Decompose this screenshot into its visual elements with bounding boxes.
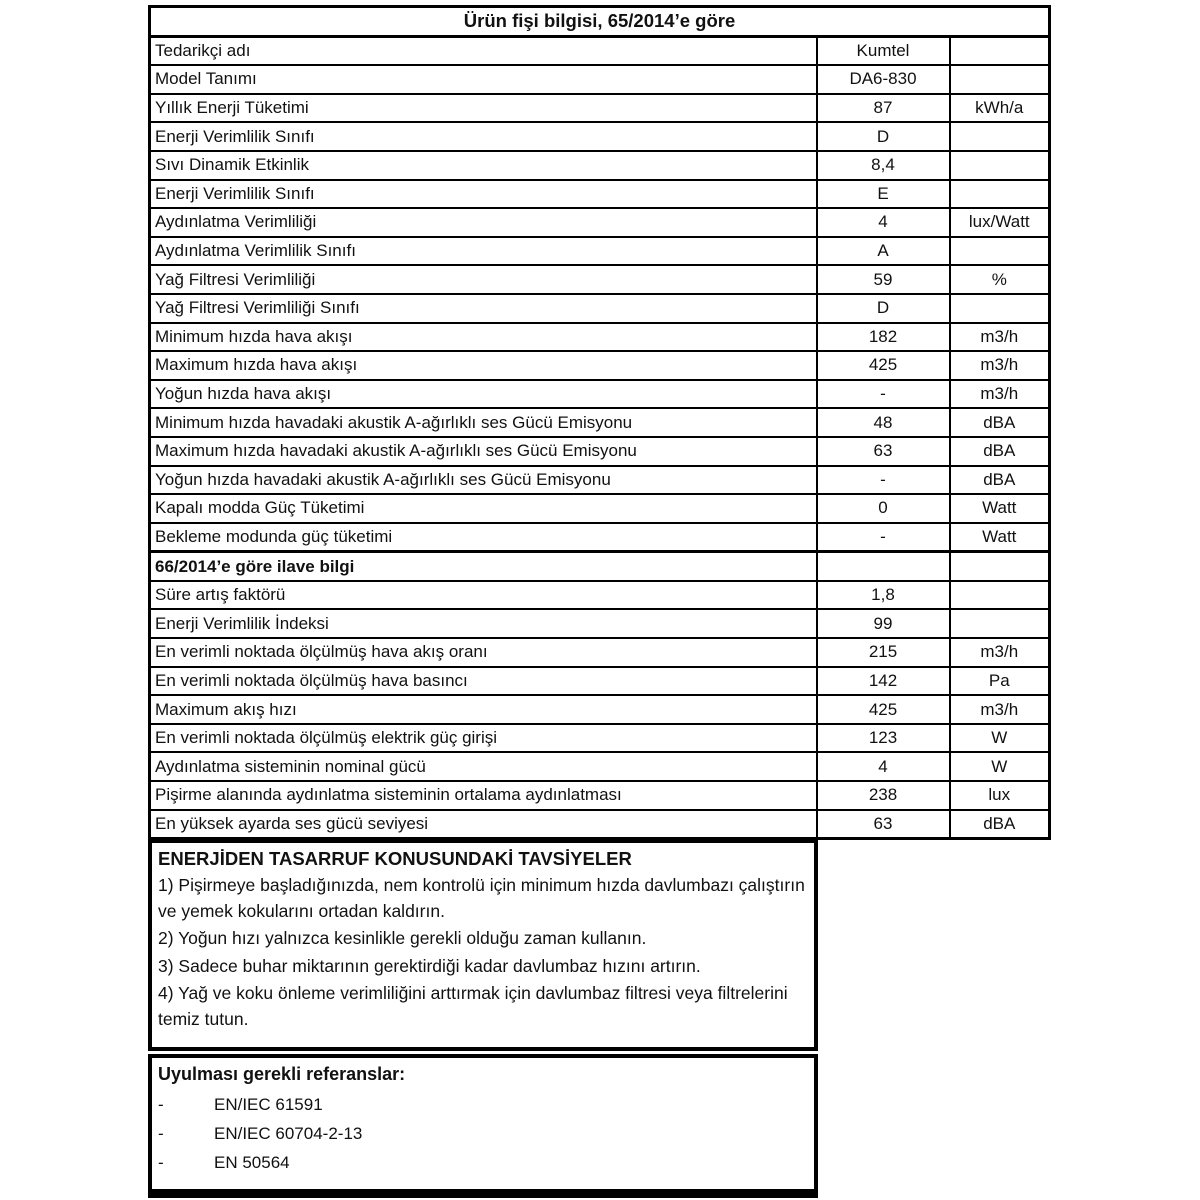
cell-label: Model Tanımı [150,65,817,94]
reference-item [158,1119,806,1148]
cell-label: Bekleme modunda güç tüketimi [150,523,817,552]
cell-value: 0 [817,494,950,523]
advice-item-2: 2) Yoğun hızı yalnızca kesinlikle gerekli olduğu zaman kullanın. [158,928,647,948]
cell-value: 63 [817,810,950,839]
advice-item-4: 4) Yağ ve koku önleme verimliliğini arttırmak için davlumbaz filtresi veya filtrelerini temiz tutun. [158,983,788,1029]
cell-value: 215 [817,638,950,667]
dash-bullet: - [158,1153,164,1172]
cell-label: 66/2014’e göre ilave bilgi [150,552,817,581]
cell-unit: kWh/a [950,94,1050,123]
cell-value: 4 [817,752,950,781]
cell-label: Yıllık Enerji Tüketimi [150,94,817,123]
cell-unit [950,36,1050,65]
table-row [150,437,1050,466]
cell-value: 142 [817,667,950,696]
table-row [150,752,1050,781]
table-row [150,151,1050,180]
cell-unit: lux/Watt [950,208,1050,237]
cell-label: Aydınlatma sisteminin nominal gücü [150,752,817,781]
cell-value: D [817,122,950,151]
cell-unit: m3/h [950,695,1050,724]
cell-label: Kapalı modda Güç Tüketimi [150,494,817,523]
cell-value: D [817,294,950,323]
cell-label: Yoğun hızda hava akışı [150,380,817,409]
table-row [150,380,1050,409]
cell-label: Maximum akış hızı [150,695,817,724]
cell-value: 238 [817,781,950,810]
cell-unit [950,180,1050,209]
table-row [150,667,1050,696]
cell-value: E [817,180,950,209]
cell-unit [950,552,1050,581]
table-row [150,294,1050,323]
cell-label: Aydınlatma Verimlilik Sınıfı [150,237,817,266]
cell-unit [950,581,1050,610]
fiche-table-body [150,36,1050,839]
cell-unit [950,122,1050,151]
references-title: Uyulması gerekli referanslar: [158,1064,406,1084]
table-row [150,65,1050,94]
reference-item [158,1148,806,1177]
table-row [150,323,1050,352]
cell-label: En yüksek ayarda ses gücü seviyesi [150,810,817,839]
cell-label: Süre artış faktörü [150,581,817,610]
table-row [150,466,1050,495]
cell-unit: % [950,265,1050,294]
cell-value: 182 [817,323,950,352]
cell-unit: dBA [950,408,1050,437]
cell-unit: dBA [950,466,1050,495]
cell-unit [950,151,1050,180]
cell-value: Kumtel [817,36,950,65]
table-row [150,208,1050,237]
cell-value: 425 [817,351,950,380]
cell-value: 4 [817,208,950,237]
cell-label: En verimli noktada ölçülmüş elektrik güç girişi [150,724,817,753]
cell-label: Maximum hızda havadaki akustik A-ağırlıklı ses Gücü Emisyonu [150,437,817,466]
cell-unit: m3/h [950,380,1050,409]
cell-unit: dBA [950,810,1050,839]
table-row [150,237,1050,266]
product-fiche-table [148,5,1051,840]
cell-unit: Pa [950,667,1050,696]
cell-label: Enerji Verimlilik Sınıfı [150,180,817,209]
table-row [150,781,1050,810]
reference-text: EN/IEC 61591 [214,1095,323,1114]
cell-unit: lux [950,781,1050,810]
cell-label: Sıvı Dinamik Etkinlik [150,151,817,180]
table-row [150,122,1050,151]
table-row [150,695,1050,724]
table-row [150,724,1050,753]
table-row [150,265,1050,294]
cell-unit [950,609,1050,638]
cell-label: Yağ Filtresi Verimliliği [150,265,817,294]
table-title-row [150,7,1050,37]
cell-label: Pişirme alanında aydınlatma sisteminin ortalama aydınlatması [150,781,817,810]
energy-saving-advice-box [148,839,818,1051]
references-box [148,1054,818,1198]
cell-label: Minimum hızda hava akışı [150,323,817,352]
cell-label: En verimli noktada ölçülmüş hava basıncı [150,667,817,696]
cell-value: - [817,523,950,552]
cell-label: Yağ Filtresi Verimliliği Sınıfı [150,294,817,323]
dash-bullet: - [158,1095,164,1114]
cell-unit: m3/h [950,351,1050,380]
advice-title: ENERJİDEN TASARRUF KONUSUNDAKİ TAVSİYELER [158,848,632,869]
cell-label: Enerji Verimlilik Sınıfı [150,122,817,151]
cell-value: 59 [817,265,950,294]
cell-unit: W [950,724,1050,753]
table-row [150,581,1050,610]
table-row [150,180,1050,209]
reference-text: EN 50564 [214,1153,290,1172]
cell-unit: Watt [950,494,1050,523]
table-row [150,609,1050,638]
cell-unit: dBA [950,437,1050,466]
cell-value: 48 [817,408,950,437]
table-row [150,351,1050,380]
cell-value: 425 [817,695,950,724]
advice-item-1: 1) Pişirmeye başladığınızda, nem kontrolü için minimum hızda davlumbazı çalıştırın ve yemek kokularını ortadan kaldırın. [158,875,805,921]
cell-label: Maximum hızda hava akışı [150,351,817,380]
table-title: Ürün fişi bilgisi, 65/2014’e göre [150,7,1050,37]
dash-bullet: - [158,1124,164,1143]
table-row [150,94,1050,123]
cell-value: 87 [817,94,950,123]
table-row [150,36,1050,65]
reference-text: EN/IEC 60704-2-13 [214,1124,363,1143]
cell-value: DA6-830 [817,65,950,94]
cell-label: Minimum hızda havadaki akustik A-ağırlıklı ses Gücü Emisyonu [150,408,817,437]
cell-label: Enerji Verimlilik İndeksi [150,609,817,638]
cell-unit [950,237,1050,266]
cell-value: - [817,380,950,409]
reference-item [158,1090,806,1119]
cell-value: A [817,237,950,266]
cell-unit [950,294,1050,323]
table-row [150,810,1050,839]
cell-unit: m3/h [950,638,1050,667]
cell-label: En verimli noktada ölçülmüş hava akış oranı [150,638,817,667]
cell-label: Yoğun hızda havadaki akustik A-ağırlıklı ses Gücü Emisyonu [150,466,817,495]
cell-value: 99 [817,609,950,638]
cell-value: - [817,466,950,495]
cell-unit: Watt [950,523,1050,552]
cell-label: Tedarikçi adı [150,36,817,65]
table-row [150,552,1050,581]
cell-value: 1,8 [817,581,950,610]
advice-item-3: 3) Sadece buhar miktarının gerektirdiği kadar davlumbaz hızını artırın. [158,955,701,976]
table-row [150,523,1050,552]
table-row [150,408,1050,437]
cell-label: Aydınlatma Verimliliği [150,208,817,237]
cell-unit [950,65,1050,94]
cell-unit: W [950,752,1050,781]
cell-value: 123 [817,724,950,753]
cell-unit: m3/h [950,323,1050,352]
cell-value: 8,4 [817,151,950,180]
table-row [150,638,1050,667]
table-row [150,494,1050,523]
cell-value: 63 [817,437,950,466]
cell-value [817,552,950,581]
